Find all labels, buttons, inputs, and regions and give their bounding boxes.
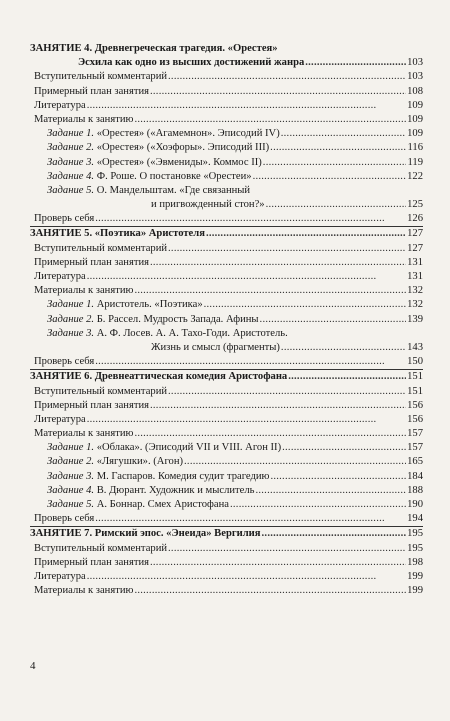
toc-page-number: 195 (407, 528, 423, 540)
toc-page-number: 127 (407, 242, 423, 254)
toc-entry-text: Эсхила как одно из высших достижений жанра (78, 57, 305, 69)
leader-dots (168, 385, 406, 399)
toc-entry-title (47, 156, 262, 170)
toc-entry-title (34, 85, 149, 99)
leader-dots (230, 498, 406, 512)
task-label: Задание 1. (47, 442, 95, 454)
toc-entry (30, 441, 423, 455)
toc-entry (30, 399, 423, 413)
leader-dots (253, 170, 406, 184)
toc-entry (30, 385, 423, 399)
task-label: Задание 4. (47, 170, 95, 182)
toc-entry-text: Аристотель. «Поэтика» (96, 299, 203, 311)
toc-entry-text: А. Ф. Лосев. А. А. Тахо-Годи. Аристотель. (96, 327, 288, 339)
toc-entry (30, 184, 423, 198)
toc-entry-text: В. Дюрант. Художник и мыслитель (96, 484, 255, 496)
toc-entry-title (34, 427, 133, 441)
toc-entry-text: М. Гаспаров. Комедия судит трагедию (96, 470, 270, 482)
toc-entry-title (78, 56, 304, 70)
toc-entry-text: «Орестея» («Эвмениды». Коммос II) (96, 156, 262, 168)
toc-entry (30, 42, 423, 56)
toc-entry-text: Вступительный комментарий (34, 71, 168, 83)
leader-dots (288, 370, 406, 384)
toc-entry-text: Примерный план занятия (34, 85, 150, 97)
toc-entry (30, 370, 423, 384)
task-label: Задание 2. (47, 313, 95, 325)
toc-entry-text: ЗАНЯТИЕ 7. Римский эпос. «Энеида» Вергилия (30, 528, 261, 540)
leader-dots (134, 584, 406, 598)
toc-page-number: 109 (407, 128, 423, 140)
toc-entry-text: Проверь себя (34, 356, 95, 368)
leader-dots (87, 270, 406, 284)
leader-dots (281, 341, 406, 355)
toc-page-number: 125 (407, 199, 423, 211)
task-label: Задание 1. (47, 128, 95, 140)
leader-dots (87, 570, 406, 584)
toc-entry (30, 427, 423, 441)
leader-dots (263, 156, 406, 170)
toc-entry-title (34, 270, 86, 284)
leader-dots (168, 242, 406, 256)
leader-dots (134, 427, 406, 441)
toc-entry (30, 227, 423, 241)
toc-page-number: 199 (407, 570, 423, 582)
toc-page-number: 194 (407, 513, 423, 525)
toc-entry (30, 70, 423, 84)
toc-page-number: 139 (407, 313, 423, 325)
toc-entry-text: Вступительный комментарий (34, 242, 168, 254)
toc-entry-text: Примерный план занятия (34, 399, 150, 411)
toc-page-number: 103 (407, 71, 423, 83)
leader-dots (134, 284, 406, 298)
toc-page-number: 156 (407, 399, 423, 411)
toc-entry-title (151, 341, 280, 355)
leader-dots (260, 313, 406, 327)
leader-dots (168, 542, 406, 556)
leader-dots (282, 441, 406, 455)
toc-entry-text: Проверь себя (34, 513, 95, 525)
toc-page-number: 151 (407, 385, 423, 397)
toc-entry (30, 85, 423, 99)
toc-entry-text: Вступительный комментарий (34, 542, 168, 554)
toc-entry-text: Ф. Роше. О постановке «Орестеи» (96, 170, 252, 182)
toc-page-number: 126 (407, 213, 423, 225)
toc-entry-title (34, 256, 149, 270)
toc-entry (30, 570, 423, 584)
toc-page-number: 109 (407, 113, 423, 125)
toc-entry-text: Материалы к занятию (34, 585, 134, 597)
toc-entry-text: Примерный план занятия (34, 556, 150, 568)
toc-entry (30, 527, 423, 541)
leader-dots (266, 198, 406, 212)
toc-entry-title (47, 441, 281, 455)
toc-page-number: 188 (407, 484, 423, 496)
toc-entry-title (34, 542, 167, 556)
toc-entry-text: Вступительный комментарий (34, 385, 168, 397)
toc-entry-title (34, 570, 86, 584)
task-label: Задание 2. (47, 456, 95, 468)
toc-page-number: 184 (407, 470, 423, 482)
toc-entry-title (34, 99, 86, 113)
toc-entry-text: Материалы к занятию (34, 113, 134, 125)
leader-dots (87, 99, 406, 113)
toc-entry-title (30, 527, 261, 541)
toc-page-number: 165 (407, 456, 423, 468)
toc-entry (30, 270, 423, 284)
toc-entry-title (34, 556, 149, 570)
leader-dots (262, 527, 406, 541)
toc-entry (30, 556, 423, 570)
leader-dots (150, 85, 406, 99)
toc-page-number: 116 (407, 142, 423, 154)
toc-page-number: 131 (407, 256, 423, 268)
task-label: Задание 1. (47, 299, 95, 311)
toc-entry (30, 484, 423, 498)
toc-entry (30, 455, 423, 469)
toc-entry-title (34, 584, 133, 598)
toc-entry-text: «Облака». (Эписодий VII и VIII. Агон II) (96, 442, 282, 454)
leader-dots (255, 484, 406, 498)
toc-entry (30, 99, 423, 113)
leader-dots (95, 512, 406, 526)
toc-entry-text: Проверь себя (34, 213, 95, 225)
leader-dots (95, 355, 406, 369)
toc-entry-text: Б. Рассел. Мудрость Запада. Афины (96, 313, 259, 325)
page-number: 4 (30, 660, 36, 672)
leader-dots (184, 455, 406, 469)
leader-dots (305, 56, 406, 70)
toc-entry-title (47, 327, 288, 341)
toc-entry (30, 413, 423, 427)
toc-entry-text: Примерный план занятия (34, 256, 150, 268)
toc-entry (30, 212, 423, 226)
toc-page-number: 150 (407, 356, 423, 368)
toc-entry-title (47, 298, 203, 312)
toc-page-number: 108 (407, 85, 423, 97)
toc-entry-text: Литература (34, 570, 86, 582)
toc-page-number: 199 (407, 585, 423, 597)
toc-entry-title (30, 370, 287, 384)
leader-dots (87, 413, 406, 427)
toc-entry (30, 584, 423, 598)
task-label: Задание 3. (47, 470, 95, 482)
toc-page-number: 198 (407, 556, 423, 568)
toc-entry (30, 127, 423, 141)
leader-dots (206, 227, 406, 241)
toc-entry-text: Литература (34, 271, 86, 282)
toc-page-number: 143 (407, 341, 423, 353)
leader-dots (281, 127, 406, 141)
toc-page-number: 132 (407, 285, 423, 297)
toc-entry-text: Материалы к занятию (34, 428, 134, 440)
leader-dots (134, 113, 406, 127)
toc-entry (30, 156, 423, 170)
toc-entry-title (34, 284, 133, 298)
toc-entry-text: Материалы к занятию (34, 285, 134, 297)
toc-entry-title (34, 399, 149, 413)
toc-entry (30, 355, 423, 369)
task-label: Задание 5. (47, 499, 95, 510)
toc-page-number: 103 (407, 57, 423, 69)
toc-entry (30, 284, 423, 298)
leader-dots (270, 141, 406, 155)
toc-page-number: 109 (407, 99, 423, 111)
leader-dots (95, 212, 406, 226)
toc-entry-title (34, 70, 167, 84)
toc-entry-text: ЗАНЯТИЕ 4. Древнегреческая трагедия. «Орестея» (30, 43, 278, 54)
toc-entry (30, 327, 423, 341)
leader-dots (270, 470, 406, 484)
toc-entry (30, 341, 423, 355)
toc-entry-title (30, 227, 205, 241)
task-label: Задание 5. (47, 184, 95, 196)
toc-entry-text: и пригвожденный стон?» (151, 199, 265, 211)
toc-entry-text: О. Мандельштам. «Где связанный (96, 184, 251, 196)
toc-entry-title (34, 413, 86, 427)
toc-entry (30, 298, 423, 312)
toc-entry-title (34, 385, 167, 399)
toc-entry-title (47, 498, 229, 512)
toc-entry-text: Литература (34, 413, 86, 425)
toc-entry-title (47, 455, 183, 469)
toc-entry-title (47, 170, 252, 184)
toc-entry-text: «Орестея» («Агамемнон». Эписодий IV) (96, 128, 280, 140)
toc-entry-title (30, 42, 278, 56)
leader-dots (204, 298, 406, 312)
toc-entry (30, 542, 423, 556)
toc-entry-title (151, 198, 265, 212)
toc-entry-text: «Лягушки». (Агон) (96, 456, 184, 468)
toc-entry-text: Жизнь и смысл (фрагменты) (151, 341, 280, 353)
toc-entry (30, 198, 423, 212)
toc-entry-title (47, 470, 269, 484)
toc-entry-title (47, 313, 259, 327)
toc-entry-text: «Орестея» («Хоэфоры». Эписодий III) (96, 142, 270, 154)
toc-entry-title (34, 512, 94, 526)
toc-page-number: 151 (407, 371, 423, 383)
toc-entry (30, 498, 423, 512)
task-label: Задание 3. (47, 327, 95, 339)
toc-entry-title (34, 212, 94, 226)
toc-entry (30, 256, 423, 270)
toc-entry (30, 313, 423, 327)
toc-page-number: 127 (407, 228, 423, 240)
toc-entry (30, 470, 423, 484)
toc-page-number: 157 (407, 428, 423, 440)
toc-entry-text: Литература (34, 99, 86, 111)
toc-page-number: 195 (407, 542, 423, 554)
toc-entry (30, 113, 423, 127)
toc-entry (30, 512, 423, 526)
toc-entry-title (47, 141, 269, 155)
leader-dots (168, 70, 406, 84)
toc-entry-title (47, 127, 280, 141)
task-label: Задание 2. (47, 142, 95, 154)
toc-entry (30, 56, 423, 70)
leader-dots (150, 399, 406, 413)
toc-entry-title (47, 184, 250, 198)
toc-page-number: 156 (407, 413, 423, 425)
toc-page-number: 157 (407, 442, 423, 454)
task-label: Задание 3. (47, 156, 95, 168)
toc-entry (30, 242, 423, 256)
toc-entry-text: ЗАНЯТИЕ 6. Древнеаттическая комедия Аристофана (30, 371, 288, 383)
toc-entry-text: ЗАНЯТИЕ 5. «Поэтика» Аристотеля (30, 228, 205, 240)
toc-entry-title (34, 242, 167, 256)
toc-entry-title (34, 355, 94, 369)
leader-dots (150, 256, 406, 270)
toc-entry (30, 170, 423, 184)
toc-entry-title (47, 484, 254, 498)
leader-dots (150, 556, 406, 570)
toc-page-number: 131 (407, 271, 423, 282)
toc-page-number: 132 (407, 299, 423, 311)
toc-entry (30, 141, 423, 155)
toc-page-number: 190 (407, 499, 423, 510)
toc-entry-text: А. Боннар. Смех Аристофана (96, 499, 229, 510)
toc-page-number: 122 (407, 170, 423, 182)
task-label: Задание 4. (47, 484, 95, 496)
table-of-contents (30, 42, 423, 598)
toc-entry-title (34, 113, 133, 127)
toc-page-number: 119 (407, 156, 423, 168)
